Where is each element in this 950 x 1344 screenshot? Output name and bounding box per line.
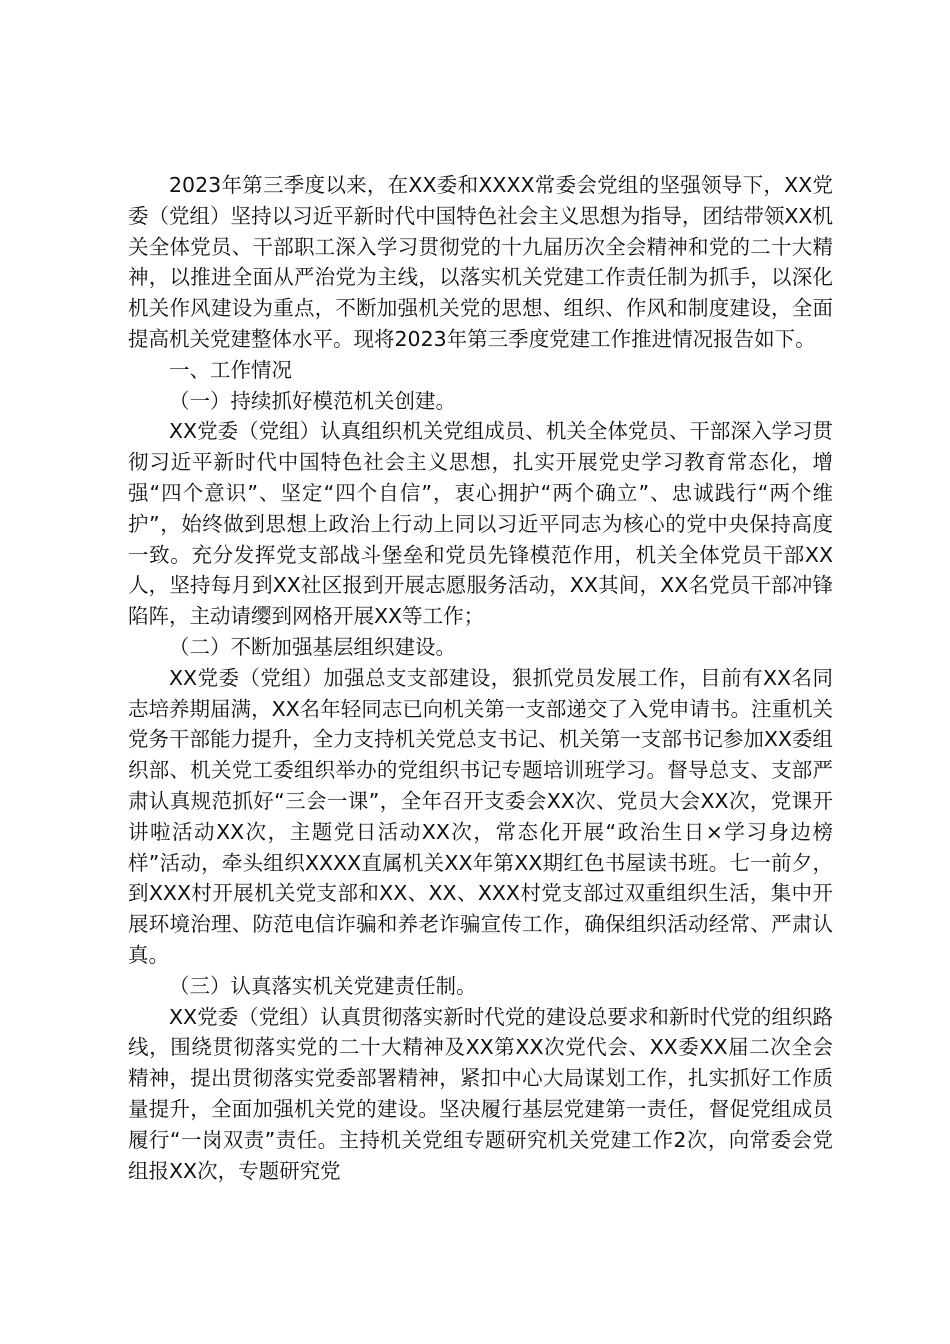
intro-paragraph: 2023年第三季度以来，在XX委和XXXX常委会党组的坚强领导下，XX党委（党组）坚持以习近平新时代中国特色社会主义思想为指导，团结带领XX机关全体党员、干部职工深入学习贯彻党的十九届历次全会精神和党的二十大精神，以推进全面从严治党为主线，以落实机关党建工作责任制为抓手，以深化机关作风建设为重点，不断加强机关党的思想、组织、作风和制度建设，全面提高机关党建整体水平。现将2023年第三季度党建工作推进情况报告如下。 [128, 173, 833, 351]
subheading-grassroots-organization: （二）不断加强基层组织建设。 [169, 634, 456, 659]
subheading-model-organ: （一）持续抓好模范机关创建。 [169, 388, 456, 413]
paragraph-grassroots-organization: XX党委（党组）加强总支支部建设，狠抓党员发展工作，目前有XX名同志培养期届满，XX名年轻同志已向机关第一支部递交了入党申请书。注重机关党务干部能力提升，全力支持机关党总支书记、机关第一支部书记参加XX委组织部、机关党工委组织举办的党组织书记专题培训班学习。督导总支、支部严肃认真规范抓好“三会一课”，全年召开支委会XX次、党员大会XX次，党课开讲啦活动XX次，主题党日活动XX次，常态化开展“政治生日×学习身边榜样”活动，牵头组织XXXX直属机关XX年第XX期红色书屋读书班。七一前夕，到XXX村开展机关党支部和XX、XX、XXX村党支部过双重组织生活，集中开展环境治理、防范电信诈骗和养老诈骗宣传工作，确保组织活动经常、严肃认真。 [128, 665, 833, 967]
document-body [128, 170, 833, 1186]
section-heading-work-status: 一、工作情况 [169, 357, 292, 382]
subheading-responsibility-system: （三）认真落实机关党建责任制。 [169, 973, 477, 998]
paragraph-responsibility-system: XX党委（党组）认真贯彻落实新时代党的建设总要求和新时代党的组织路线，围绕贯彻落实党的二十大精神及XX第XX次党代会、XX委XX届二次全会精神，提出贯彻落实党委部署精神，紧扣中心大局谋划工作，扎实抓好工作质量提升，全面加强机关党的建设。坚决履行基层党建第一责任，督促党组成员履行“一岗双责”责任。主持机关党组专题研究机关党建工作2次，向常委会党组报XX次，专题研究党 [128, 1004, 833, 1183]
paragraph-model-organ: XX党委（党组）认真组织机关党组成员、机关全体党员、干部深入学习贯彻习近平新时代中国特色社会主义思想，扎实开展党史学习教育常态化，增强“四个意识”、坚定“四个自信”，衷心拥护“两个确立”、忠诚践行“两个维护”，始终做到思想上政治上行动上同以习近平同志为核心的党中央保持高度一致。充分发挥党支部战斗堡垒和党员先锋模范作用，机关全体党员干部XX人，坚持每月到XX社区报到开展志愿服务活动，XX其间，XX名党员干部冲锋陷阵，主动请缨到网格开展XX等工作； [128, 419, 833, 629]
